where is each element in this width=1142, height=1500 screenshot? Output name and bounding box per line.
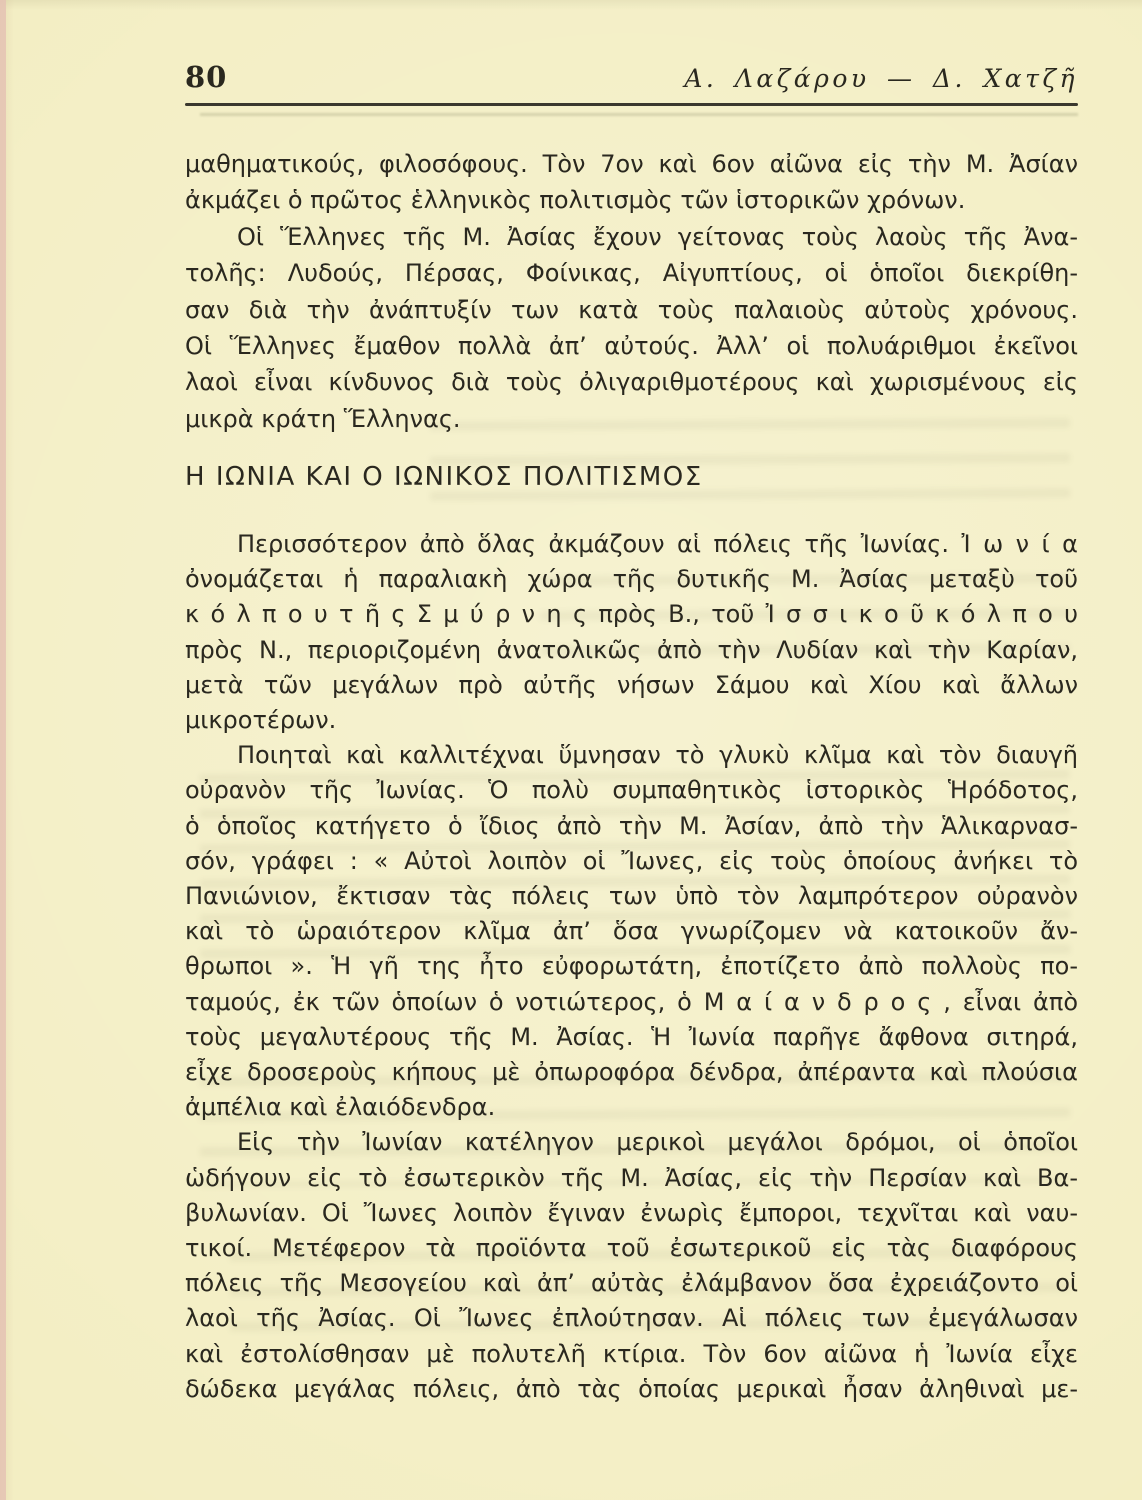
header-rule: [185, 103, 1078, 106]
text-line: μικροτέρων.: [185, 706, 337, 735]
text-line: τοὺς μεγαλυτέρους τῆς Μ. Ἀσίας. Ἡ Ἰωνία παρῆγε ἄφθονα σιτηρά,: [185, 1022, 1078, 1051]
text-line: σόν, γράφει : « Αὐτοὶ λοιπὸν οἱ Ἴωνες, εἰς τοὺς ὁποίους ἀνήκει τὸ: [185, 846, 1078, 875]
text-line: ἀμπέλια καὶ ἐλαιόδενδρα.: [185, 1093, 496, 1122]
text-line: θρωποι ». Ἡ γῆ της ἦτο εὐφορωτάτη, ἐποτίζετο ἀπὸ πολλοὺς πο-: [185, 952, 1078, 981]
text-line: ὀνομάζεται ἡ παραλιακὴ χώρα τῆς δυτικῆς Μ. Ἀσίας μεταξὺ τοῦ: [185, 565, 1078, 594]
paragraph: [185, 219, 1078, 437]
text-line: λαοὶ εἶναι κίνδυνος διὰ τοὺς ὀλιγαριθμοτέρους καὶ χωρισμένους εἰς: [185, 368, 1078, 397]
section-heading: Η ΙΩΝΙΑ ΚΑΙ Ο ΙΩΝΙΚΟΣ ΠΟΛΙΤΙΣΜΟΣ: [185, 462, 703, 492]
text-line: βυλωνίαν. Οἱ Ἴωνες λοιπὸν ἔγιναν ἐνωρὶς ἔμποροι, τεχνῖται καὶ ναυ-: [185, 1198, 1078, 1227]
text-line: ἀκμάζει ὁ πρῶτος ἑλληνικὸς πολιτισμὸς τῶν ἱστορικῶν χρόνων.: [185, 186, 966, 215]
text-line: Εἰς τὴν Ἰωνίαν κατέληγον μερικοὶ μεγάλοι δρόμοι, οἱ ὁποῖοι: [237, 1128, 1078, 1157]
paragraph: [185, 146, 1078, 219]
text-line: Ποιηταὶ καὶ καλλιτέχναι ὕμνησαν τὸ γλυκὺ κλῖμα καὶ τὸν διαυγῆ: [237, 741, 1078, 770]
text-line: δώδεκα μεγάλας πόλεις, ἀπὸ τὰς ὁποίας μερικαὶ ἦσαν ἀληθιναὶ με-: [185, 1374, 1078, 1403]
text-line: πόλεις τῆς Μεσογείου καὶ ἀπ’ αὐτὰς ἐλάμβανον ὅσα ἐχρειάζοντο οἱ: [185, 1269, 1078, 1298]
text-line: Οἱ Ἕλληνες ἔμαθον πολλὰ ἀπ’ αὐτούς. Ἀλλ’ οἱ πολυάριθμοι ἐκεῖνοι: [185, 332, 1078, 361]
paragraph: [185, 527, 1078, 738]
header-rule-show-through: [200, 113, 1078, 116]
text-line: οὐρανὸν τῆς Ἰωνίας. Ὁ πολὺ συμπαθητικὸς ἱστορικὸς Ἡρόδοτος,: [185, 776, 1078, 805]
text-line: μετὰ τῶν μεγάλων πρὸ αὐτῆς νήσων Σάμου καὶ Χίου καὶ ἄλλων: [185, 670, 1078, 699]
text-line: τικοί. Μετέφερον τὰ προϊόντα τοῦ ἐσωτερικοῦ εἰς τὰς διαφόρους: [185, 1234, 1078, 1263]
text-line: Οἱ Ἕλληνες τῆς Μ. Ἀσίας ἔχουν γείτονας τοὺς λαοὺς τῆς Ἀνα-: [237, 222, 1078, 251]
text-line: ταμούς, ἐκ τῶν ὁποίων ὁ νοτιώτερος, ὁ Μ α ί α ν δ ρ ο ς , εἶναι ἀπὸ: [185, 987, 1078, 1016]
page-number: 80: [185, 60, 228, 94]
text-line: καὶ ἐστολίσθησαν μὲ πολυτελῆ κτίρια. Τὸν 6ον αἰῶνα ἡ Ἰωνία εἶχε: [185, 1339, 1078, 1368]
paragraph: [185, 738, 1078, 1125]
text-line: ὡδήγουν εἰς τὸ ἐσωτερικὸν τῆς Μ. Ἀσίας, εἰς τὴν Περσίαν καὶ Βα-: [185, 1163, 1078, 1192]
text-line: Περισσότερον ἀπὸ ὅλας ἀκμάζουν αἱ πόλεις τῆς Ἰωνίας. Ἰ ω ν ί α: [237, 530, 1078, 558]
paragraph: [185, 1125, 1078, 1407]
text-block-after-heading: [185, 527, 1078, 1407]
text-line: κ ό λ π ο υ τ ῆ ς Σ μ ύ ρ ν η ς πρὸς Β., τοῦ Ἰ σ σ ι κ ο ῦ κ ό λ π ο υ: [185, 600, 1078, 629]
text-line: μαθηματικούς, φιλοσόφους. Τὸν 7ον καὶ 6ον αἰῶνα εἰς τὴν Μ. Ἀσίαν: [185, 150, 1078, 178]
running-header-authors: Α. Λαζάρου — Δ. Χατζῆ: [684, 64, 1078, 93]
text-line: ὁ ὁποῖος κατήγετο ὁ ἴδιος ἀπὸ τὴν Μ. Ἀσίαν, ἀπὸ τὴν Ἁλικαρνασ-: [185, 811, 1078, 840]
text-line: καὶ τὸ ὡραιότερον κλῖμα ἀπ’ ὅσα γνωρίζομεν νὰ κατοικοῦν ἄν-: [185, 917, 1078, 946]
running-header: [185, 60, 1078, 94]
text-line: τολῆς: Λυδούς, Πέρσας, Φοίνικας, Αἰγυπτίους, οἱ ὁποῖοι διεκρίθη-: [185, 259, 1078, 288]
text-line: σαν διὰ τὴν ἀνάπτυξίν των κατὰ τοὺς παλαιοὺς αὐτοὺς χρόνους.: [185, 295, 1078, 324]
text-block-before-heading: [185, 146, 1078, 437]
text-line: εἶχε δροσεροὺς κήπους μὲ ὀπωροφόρα δένδρα, ἀπέραντα καὶ πλούσια: [185, 1058, 1078, 1087]
text-line: λαοὶ τῆς Ἀσίας. Οἱ Ἴωνες ἐπλούτησαν. Αἱ πόλεις των ἐμεγάλωσαν: [185, 1304, 1078, 1333]
page-edge-strip: [0, 0, 6, 1500]
text-line: Πανιώνιον, ἔκτισαν τὰς πόλεις των ὑπὸ τὸν λαμπρότερον οὐρανὸν: [185, 882, 1078, 911]
text-line: πρὸς Ν., περιοριζομένη ἀνατολικῶς ἀπὸ τὴν Λυδίαν καὶ τὴν Καρίαν,: [185, 635, 1078, 664]
text-line: μικρὰ κράτη Ἕλληνας.: [185, 404, 461, 433]
